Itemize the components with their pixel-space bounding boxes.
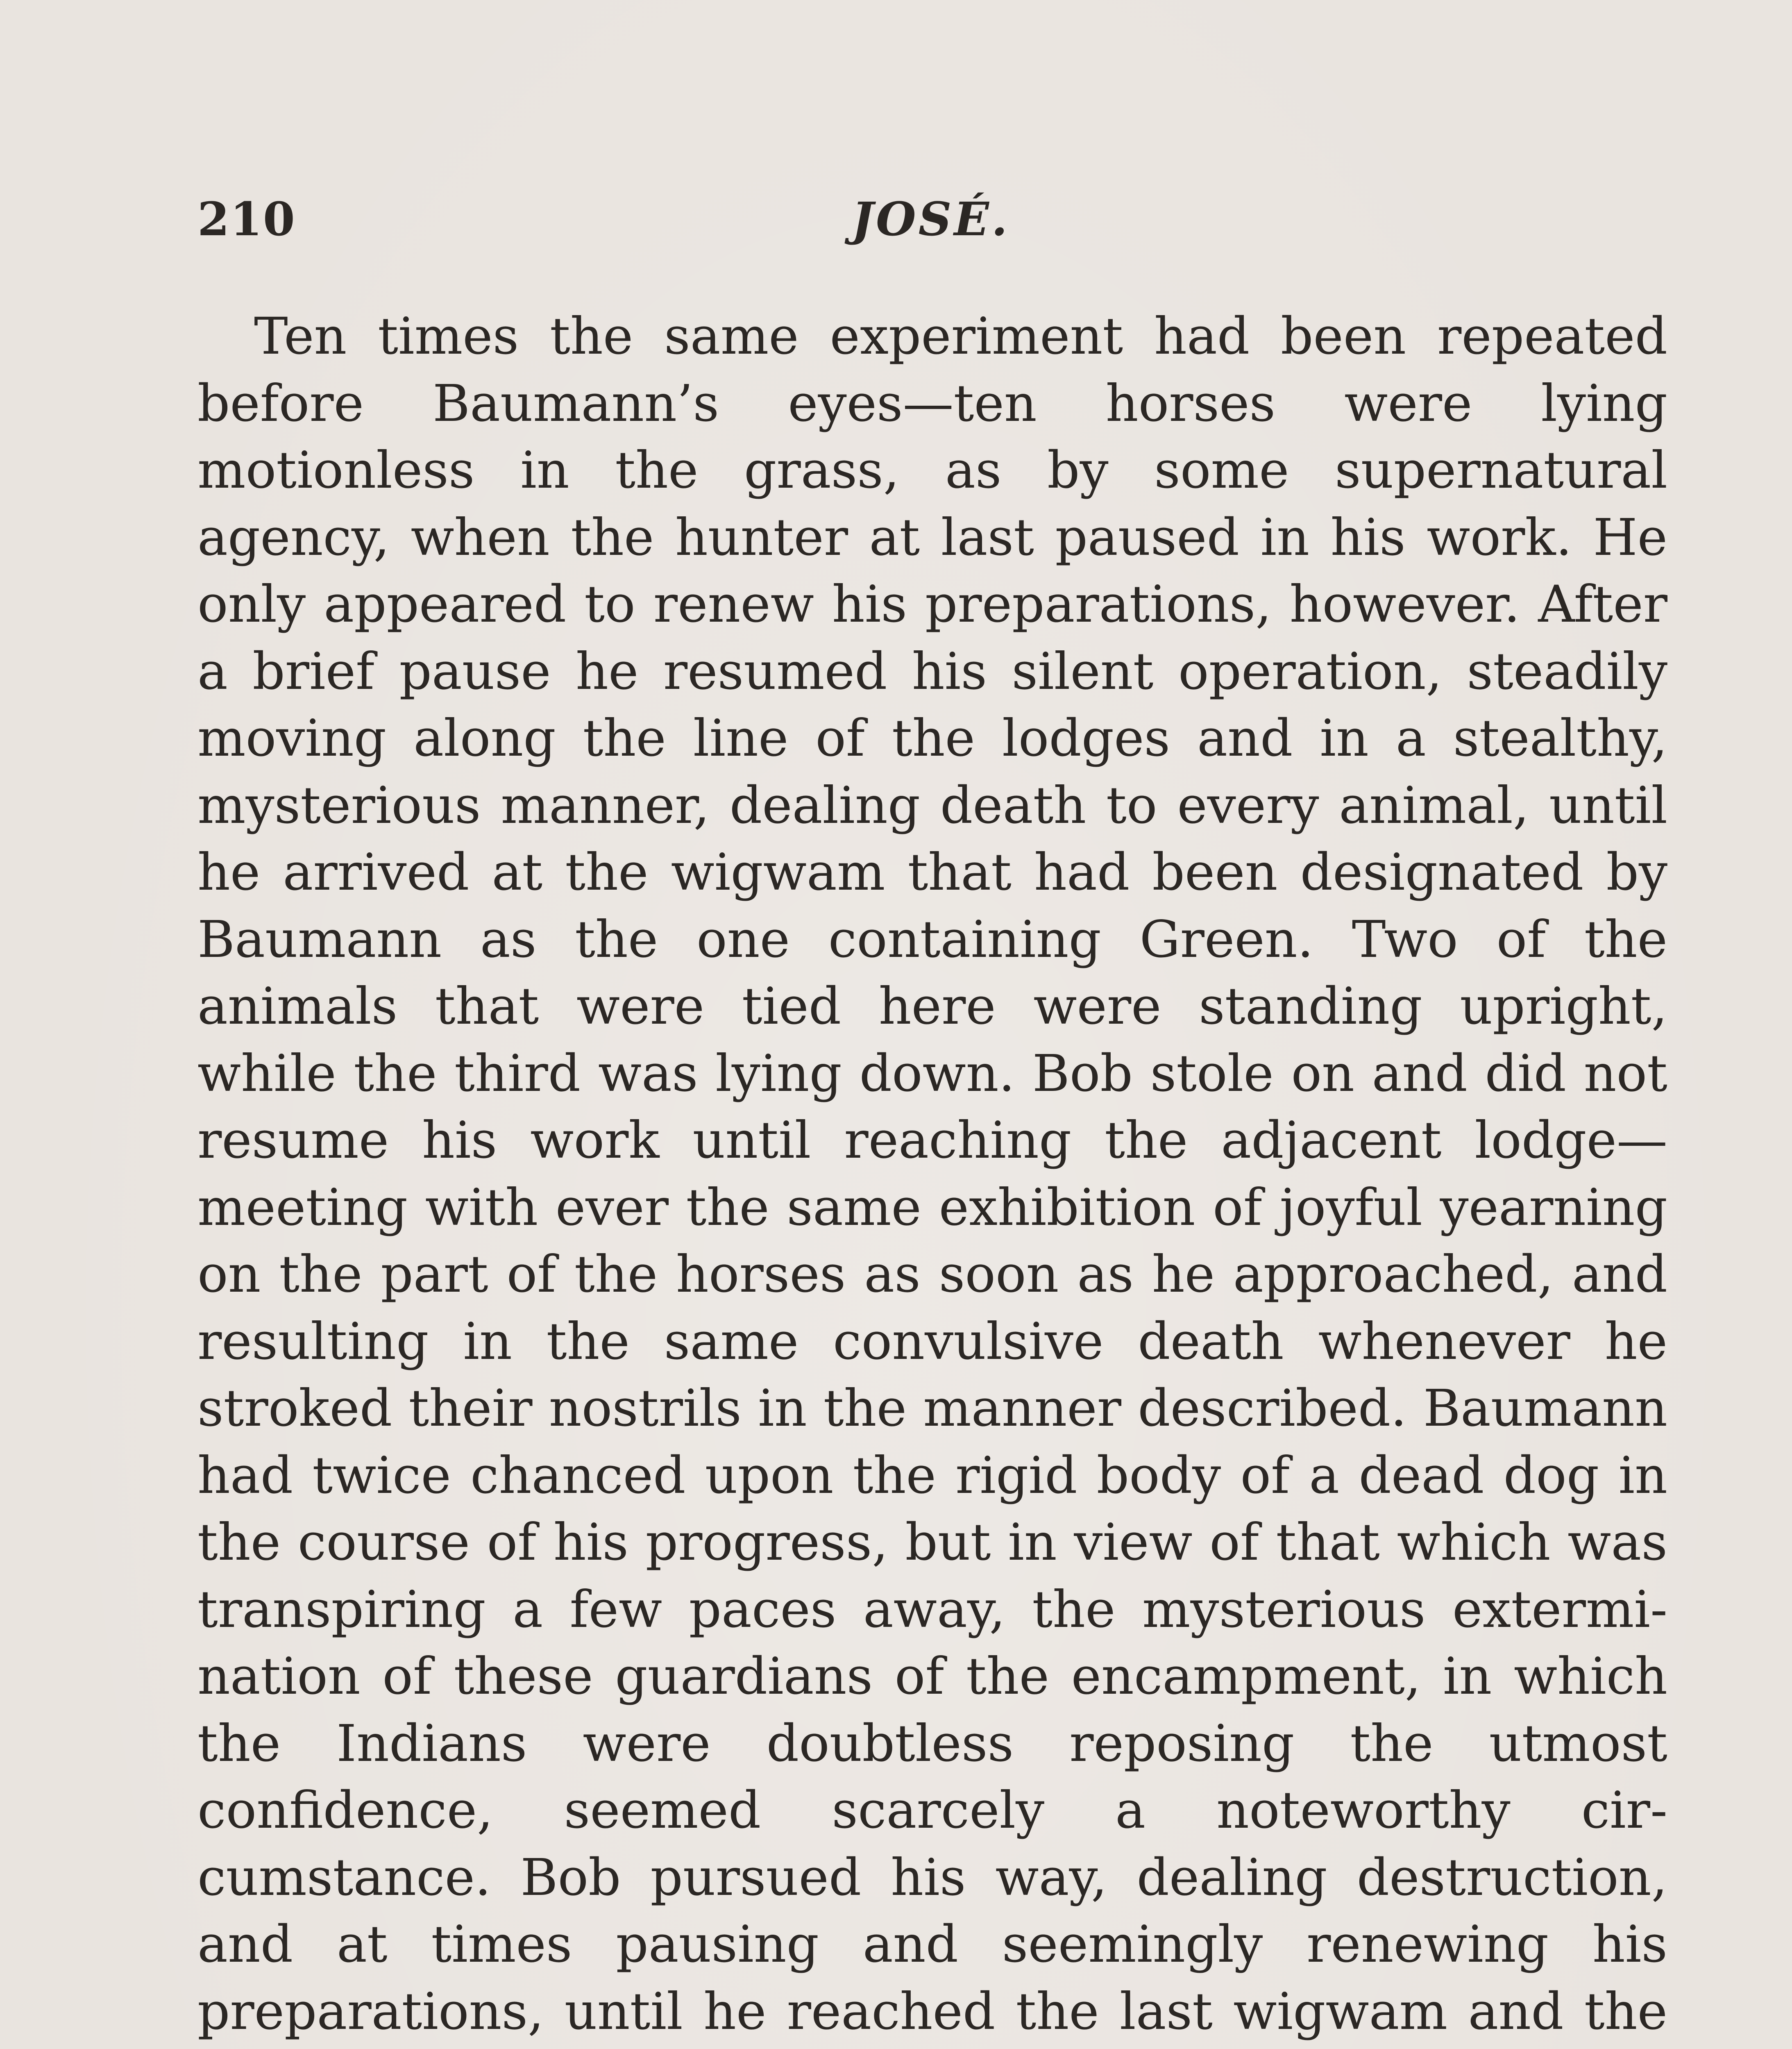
chapter-title: JOSÉ. <box>852 193 1010 246</box>
body-text <box>197 303 1667 2049</box>
running-head <box>197 193 1664 258</box>
paragraph: Ten times the same experiment had been repeated before Baumann’s eyes—ten horses were lying motionless in the grass, as by some supernatural agency, when the hunter at last paused in his work. He only appeared to renew his preparations, however. After a brief pause he resumed his silent operation, steadily moving along the line of the lodges and in a stealthy, mysterious manner, dealing death to every animal, until he arrived at the wigwam that had been designated by Baumann as the one containing Green. Two of the animals that were tied here were standing upright, while the third was lying down. Bob stole on and did not resume his work until reaching the adjacent lodge—meeting with ever the same exhibition of joyful yearning on the part of the horses as soon as he approached, and resulting in the same convulsive death whenever he stroked their nostrils in the manner described. Baumann had twice chanced upon the rigid body of a dead dog in the course of his progress, but in view of that which was transpiring a few paces away, the mysterious extermination of these guardians of the encampment, in which the Indians were doubtless reposing the utmost confidence, seemed scarcely a noteworthy circumstance. Bob pursued his way, dealing destruction, and at times pausing and seemingly renewing his preparations, until he reached the last wigwam and the <box>197 307 1667 2041</box>
page-number: 210 <box>197 193 296 246</box>
